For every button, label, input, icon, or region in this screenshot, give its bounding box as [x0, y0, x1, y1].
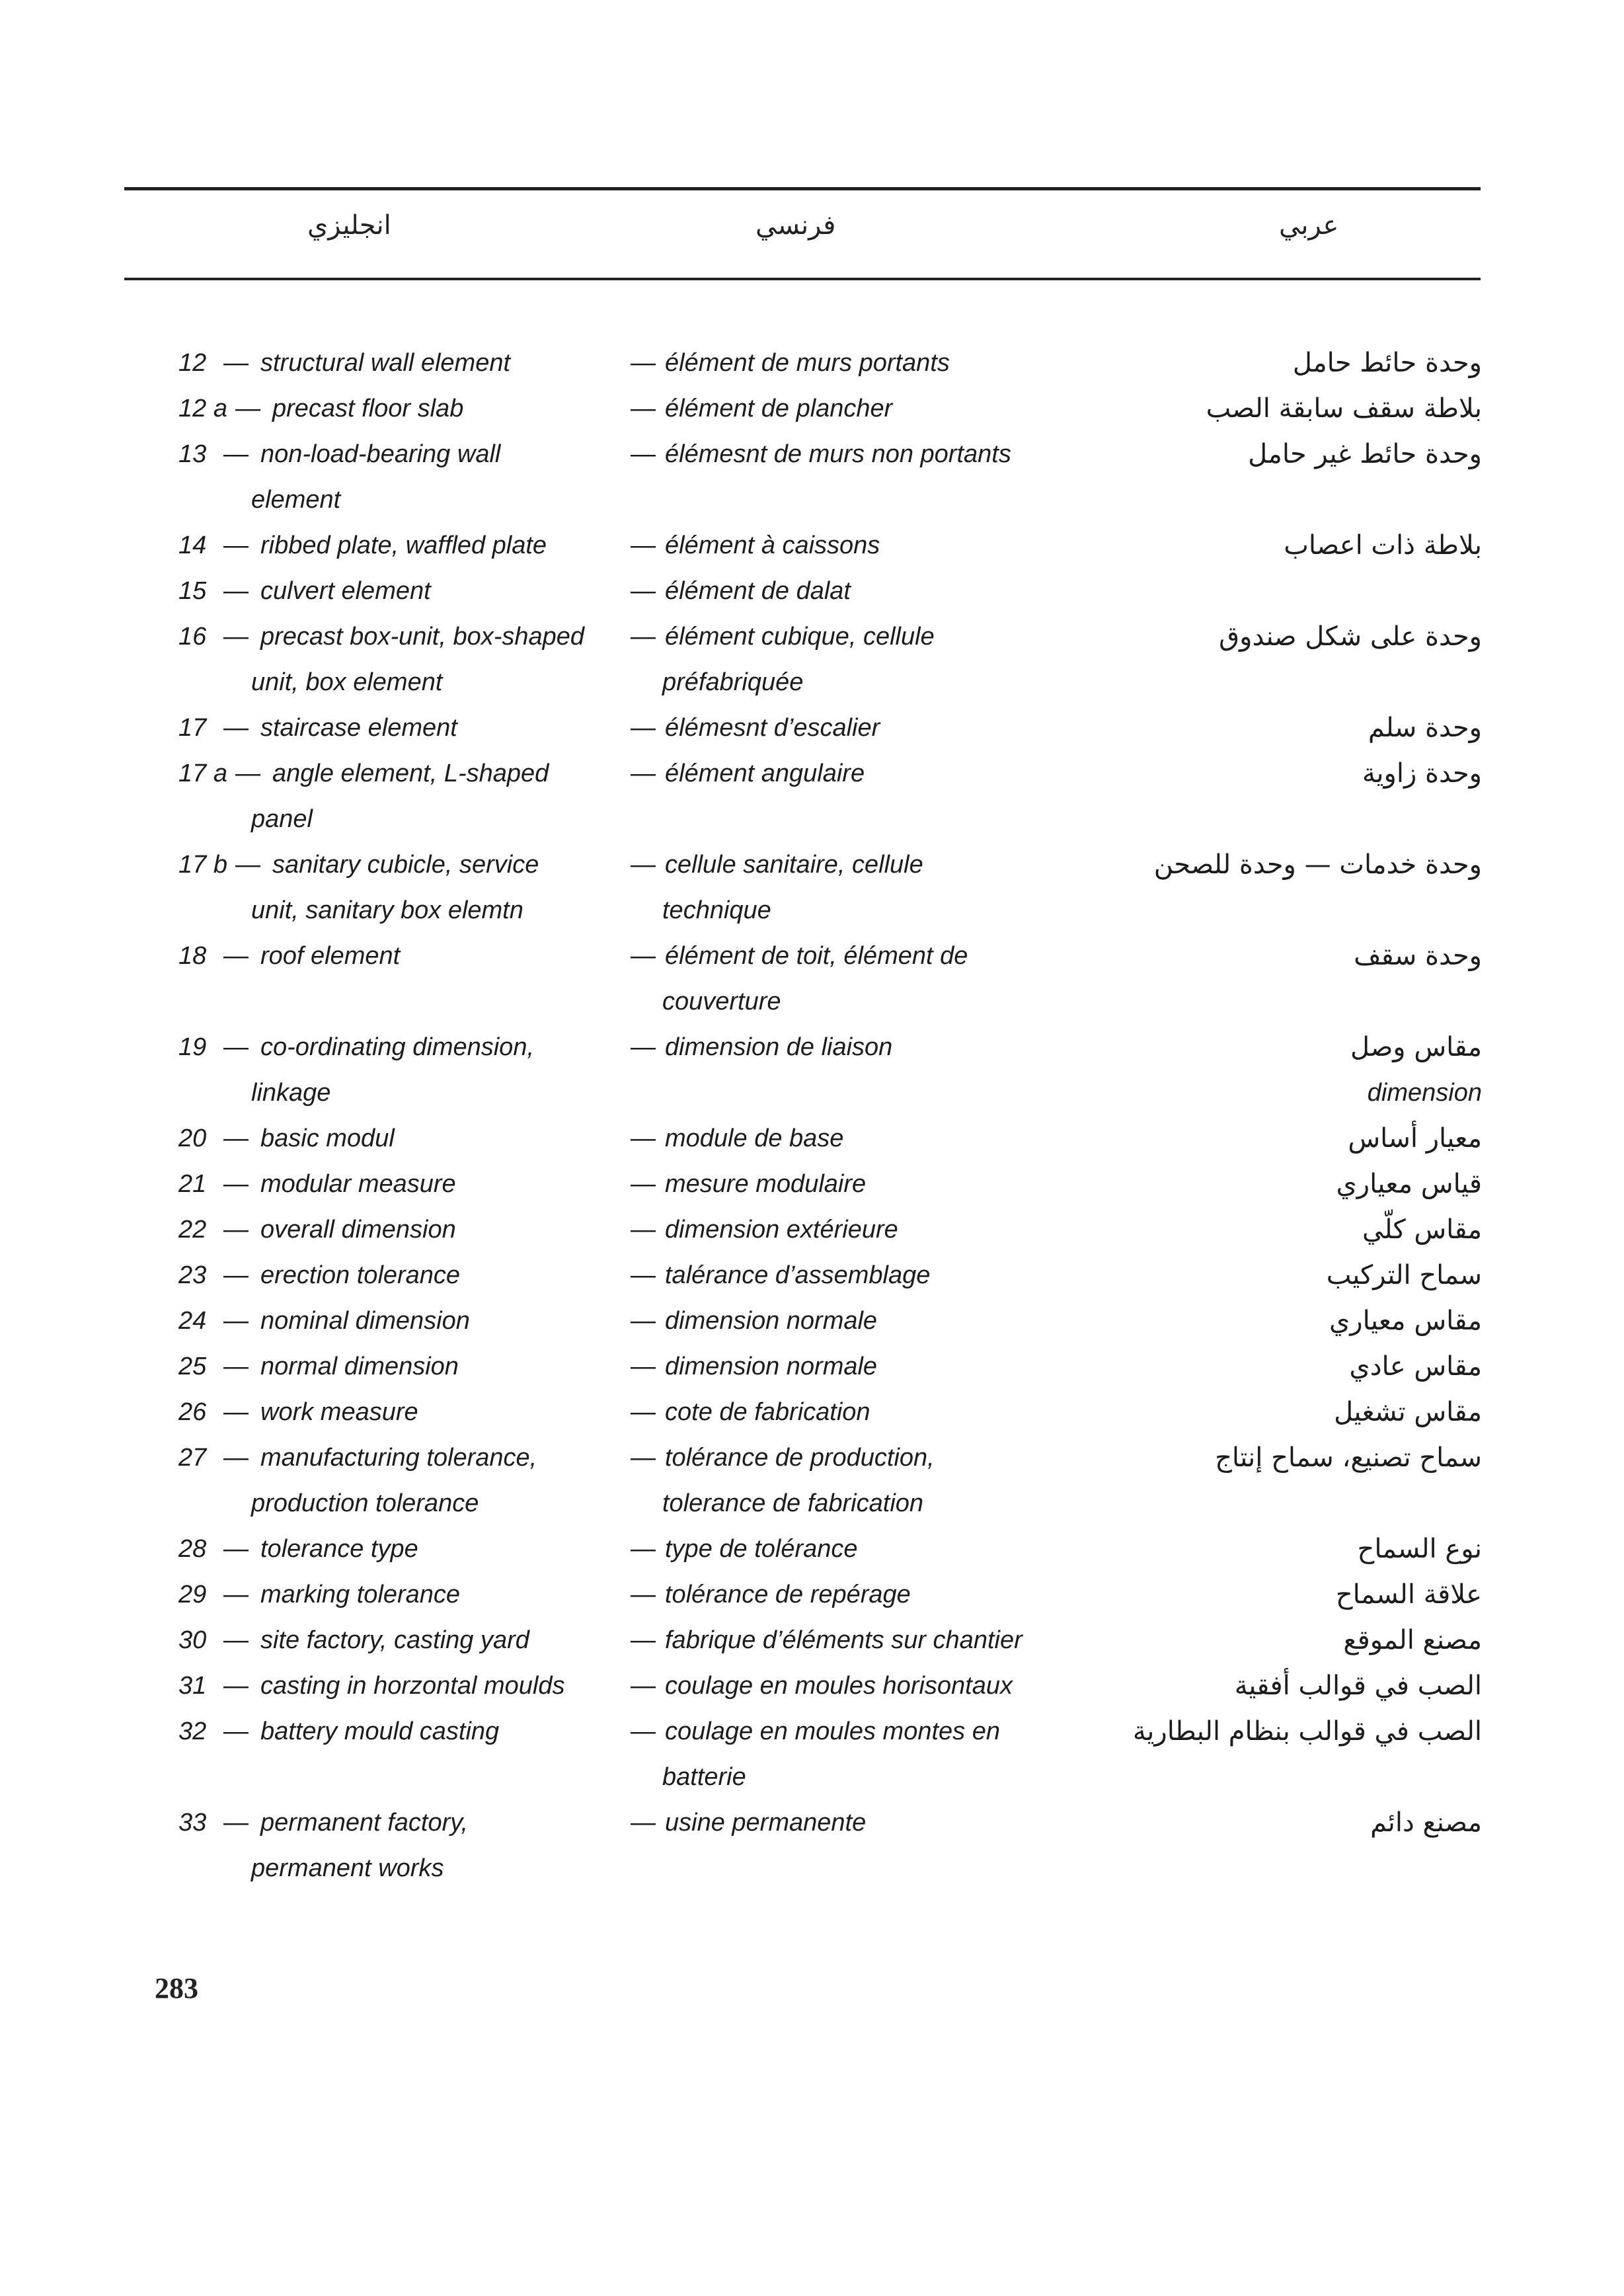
french-term-text: batterie [662, 1763, 746, 1791]
english-term-text: marking tolerance [260, 1581, 461, 1608]
french-term-text: coulage en moules montes en [665, 1718, 1000, 1745]
english-term-text: modular measure [260, 1170, 456, 1198]
arabic-term [1143, 432, 1482, 523]
english-term: 33 — permanent factory, permanent works [0, 1800, 628, 1891]
arabic-term [1132, 1709, 1482, 1800]
arabic-term-text: وحدة حائط غير حامل [1248, 439, 1482, 469]
english-term-text: sanitary cubicle, service [272, 851, 539, 879]
column-header-french: فرنسي [755, 210, 836, 241]
glossary-entry [0, 1344, 1624, 1390]
french-term: — dimension extérieure [631, 1216, 898, 1244]
english-term-text: permanent factory, [260, 1809, 469, 1837]
glossary-entry [0, 1253, 1624, 1298]
french-term-text: dimension normale [665, 1307, 878, 1335]
glossary-entry [0, 432, 1624, 523]
french-term-text: mesure modulaire [665, 1170, 867, 1198]
arabic-term-text: مصنع دائم [1370, 1807, 1482, 1838]
french-term: — élémesnt d’escalier [631, 714, 880, 742]
french-term-text: élément de plancher [665, 395, 893, 422]
english-term-continuation: unit, box element [251, 668, 443, 696]
glossary-entry [0, 1207, 1624, 1253]
header-top-rule [124, 187, 1481, 190]
french-term-text: dimension extérieure [665, 1216, 898, 1244]
arabic-term-text: مقاس وصل [1350, 1032, 1482, 1062]
arabic-term-text: وحدة حائط حامل [1292, 348, 1482, 378]
french-term-text: technique [662, 896, 771, 924]
arabic-term-text: بلاطة ذات اعصاب [1284, 530, 1482, 561]
english-term-text: precast floor slab [272, 395, 464, 422]
column-header-english: انجليزي [307, 210, 391, 241]
french-term-text: couverture [662, 988, 781, 1015]
english-term-text: basic modul [260, 1125, 395, 1152]
arabic-term-note: dimension [1367, 1079, 1482, 1107]
english-term: 22 — overall dimension [0, 1207, 628, 1253]
entry-number: 17 b [178, 851, 227, 879]
english-term-text: site factory, casting yard [260, 1626, 529, 1654]
glossary-entry [0, 751, 1624, 842]
glossary-entry [0, 1435, 1624, 1526]
english-term-text: co-ordinating dimension, [260, 1033, 535, 1061]
french-term: — dimension de liaison [631, 1033, 893, 1061]
entry-number: 16 [178, 623, 207, 651]
arabic-term-text: سماح التركيب [1326, 1260, 1482, 1290]
arabic-term-text: نوع السماح [1357, 1534, 1482, 1564]
entry-number: 25 [178, 1353, 207, 1380]
french-term-text: dimension normale [665, 1353, 878, 1380]
entry-number: 13 [178, 440, 207, 468]
column-header-arabic: عربي [1279, 210, 1339, 241]
french-term: — fabrique d’éléments sur chantier [631, 1626, 1023, 1654]
arabic-term [1143, 933, 1482, 1025]
english-term-continuation: unit, sanitary box elemtn [251, 896, 523, 924]
arabic-term [1143, 1800, 1482, 1891]
entry-number: 28 [178, 1535, 207, 1563]
glossary-entry [0, 1298, 1624, 1344]
english-term-text: battery mould casting [260, 1718, 500, 1745]
english-term: 17 b — sanitary cubicle, service unit, sanitary box elemtn [0, 842, 628, 933]
french-term-text: talérance d’assemblage [665, 1261, 931, 1289]
glossary-entry [0, 705, 1624, 751]
glossary-entry [0, 1162, 1624, 1207]
entry-number: 33 [178, 1809, 207, 1837]
glossary-entry [0, 569, 1624, 614]
glossary-entries [0, 340, 1624, 1891]
glossary-entry [0, 1663, 1624, 1709]
english-term: 23 — erection tolerance [0, 1253, 628, 1298]
french-term: — élément cubique, cellule préfabriquée [631, 623, 935, 696]
french-term: — dimension normale [631, 1307, 878, 1335]
entry-number: 26 [178, 1398, 207, 1426]
entry-number: 29 [178, 1581, 207, 1608]
english-term-continuation: linkage [251, 1079, 331, 1107]
english-term: 25 — normal dimension [0, 1344, 628, 1390]
english-term: 18 — roof element [0, 933, 628, 1025]
english-term: 26 — work measure [0, 1390, 628, 1435]
french-term-text: type de tolérance [665, 1535, 858, 1563]
arabic-term-text: وحدة سقف [1354, 941, 1482, 971]
english-term-text: work measure [260, 1398, 418, 1426]
arabic-term-text: سماح تصنيع، سماح إنتاج [1215, 1443, 1482, 1473]
header-bottom-rule [124, 278, 1481, 280]
glossary-entry [0, 1618, 1624, 1663]
glossary-entry [0, 1572, 1624, 1618]
french-term-text: élément de dalat [665, 577, 851, 605]
arabic-term-text: وحدة خدمات — وحدة للصحن [1153, 850, 1482, 880]
english-term: 24 — nominal dimension [0, 1298, 628, 1344]
arabic-term-text: وحدة على شكل صندوق [1219, 621, 1482, 652]
glossary-entry [0, 386, 1624, 432]
arabic-term [1143, 340, 1482, 386]
french-term-text: tolerance de fabrication [662, 1489, 924, 1517]
english-term: 27 — manufacturing tolerance, production tolerance [0, 1435, 628, 1526]
english-term: 17 a — angle element, L-shaped panel [0, 751, 628, 842]
french-term: — dimension normale [631, 1353, 878, 1380]
french-term: — talérance d’assemblage [631, 1261, 931, 1289]
english-term-text: casting in horzontal moulds [260, 1672, 565, 1700]
french-term: — élément angulaire [631, 760, 865, 787]
french-term: — élément de dalat [631, 577, 851, 605]
arabic-term [1143, 1162, 1482, 1207]
arabic-term-text: مصنع الموقع [1343, 1625, 1482, 1655]
english-term-text: roof element [260, 942, 401, 970]
arabic-term [1143, 1526, 1482, 1572]
arabic-term-text: قياس معياري [1336, 1169, 1482, 1199]
arabic-term-text: مقاس معياري [1329, 1306, 1482, 1336]
french-term: — élément de toit, élément de couverture [631, 942, 968, 1015]
arabic-term [1143, 1663, 1482, 1709]
arabic-term-text: مقاس عادي [1349, 1351, 1482, 1382]
english-term: 28 — tolerance type [0, 1526, 628, 1572]
english-term-text: ribbed plate, waffled plate [260, 532, 547, 559]
french-term: — coulage en moules horisontaux [631, 1672, 1013, 1700]
french-term-text: coulage en moules horisontaux [665, 1672, 1013, 1700]
entry-number: 19 [178, 1033, 207, 1061]
arabic-term-text: مقاس كلّي [1362, 1214, 1482, 1245]
arabic-term-text: بلاطة سقف سابقة الصب [1206, 393, 1482, 424]
entry-number: 17 a [178, 760, 227, 787]
entry-number: 15 [178, 577, 207, 605]
english-term: 19 — co-ordinating dimension, linkage [0, 1025, 628, 1116]
english-term: 30 — site factory, casting yard [0, 1618, 628, 1663]
arabic-term-text: معيار أساس [1348, 1123, 1482, 1154]
arabic-term [1143, 842, 1482, 933]
french-term-text: cote de fabrication [665, 1398, 870, 1426]
glossary-entry [0, 340, 1624, 386]
arabic-term [1143, 1253, 1482, 1298]
english-term-text: precast box-unit, box-shaped [260, 623, 585, 651]
french-term: — usine permanente [631, 1809, 867, 1837]
arabic-term [1143, 1116, 1482, 1162]
english-term-text: staircase element [260, 714, 457, 742]
arabic-term-text: وحدة سلم [1368, 713, 1482, 743]
french-term-text: dimension de liaison [665, 1033, 893, 1061]
french-term-text: tolérance de repérage [665, 1581, 911, 1608]
french-term: — tolérance de production, tolerance de fabrication [631, 1444, 935, 1517]
entry-number: 31 [178, 1672, 207, 1700]
arabic-term-text: مقاس تشغيل [1334, 1397, 1482, 1427]
english-term-text: tolerance type [260, 1535, 418, 1563]
entry-number: 17 [178, 714, 207, 742]
english-term: 16 — precast box-unit, box-shaped unit, box element [0, 614, 628, 705]
arabic-term [1143, 751, 1482, 842]
french-term: — cellule sanitaire, cellule technique [631, 851, 923, 924]
french-term-text: tolérance de production, [665, 1444, 935, 1472]
french-term-text: élémesnt d’escalier [665, 714, 880, 742]
english-term-text: normal dimension [260, 1353, 459, 1380]
english-term-text: overall dimension [260, 1216, 456, 1244]
english-term-continuation: panel [251, 805, 313, 833]
entry-number: 21 [178, 1170, 207, 1198]
entry-number: 20 [178, 1125, 207, 1152]
arabic-term [1143, 1572, 1482, 1618]
glossary-entry [0, 614, 1624, 705]
english-term-text: angle element, L-shaped [272, 760, 549, 787]
entry-number: 12 [178, 349, 207, 377]
english-term: 13 — non-load-bearing wall element [0, 432, 628, 523]
arabic-term [1143, 1207, 1482, 1253]
english-term: 29 — marking tolerance [0, 1572, 628, 1618]
french-term-text: fabrique d’éléments sur chantier [665, 1626, 1023, 1654]
arabic-term [1143, 1025, 1482, 1116]
english-term-text: manufacturing tolerance, [260, 1444, 537, 1472]
glossary-entry [0, 523, 1624, 569]
french-term-text: module de base [665, 1125, 844, 1152]
glossary-entry [0, 1390, 1624, 1435]
entry-number: 23 [178, 1261, 207, 1289]
french-term-text: élément de murs portants [665, 349, 950, 377]
english-term: 14 — ribbed plate, waffled plate [0, 523, 628, 569]
arabic-term-text: علاقة السماح [1335, 1579, 1482, 1610]
entry-number: 24 [178, 1307, 207, 1335]
french-term-text: usine permanente [665, 1809, 867, 1837]
french-term-text: élément cubique, cellule [665, 623, 935, 651]
entry-number: 14 [178, 532, 207, 559]
arabic-term [1143, 1298, 1482, 1344]
entry-number: 27 [178, 1444, 207, 1472]
english-term: 21 — modular measure [0, 1162, 628, 1207]
english-term: 20 — basic modul [0, 1116, 628, 1162]
arabic-term [1143, 1435, 1482, 1526]
page-number: 283 [155, 1972, 198, 2004]
english-term-continuation: permanent works [251, 1854, 444, 1882]
english-term: 31 — casting in horzontal moulds [0, 1663, 628, 1709]
entry-number: 12 a [178, 395, 227, 422]
french-term: — cote de fabrication [631, 1398, 870, 1426]
english-term: 17 — staircase element [0, 705, 628, 751]
english-term-text: structural wall element [260, 349, 511, 377]
arabic-term [1143, 614, 1482, 705]
arabic-term [1143, 705, 1482, 751]
french-term: — élémesnt de murs non portants [631, 440, 1011, 468]
arabic-term-text [1143, 569, 1482, 614]
french-term-text: élément angulaire [665, 760, 865, 787]
english-term-text: non-load-bearing wall [260, 440, 501, 468]
french-term-text: élément à caissons [665, 532, 880, 559]
glossary-entry [0, 1800, 1624, 1891]
french-term-text: élément de toit, élément de [665, 942, 968, 970]
arabic-term-text: وحدة زاوية [1362, 758, 1482, 789]
arabic-term [1143, 1618, 1482, 1663]
english-term: 15 — culvert element [0, 569, 628, 614]
english-term: 12 a — precast floor slab [0, 386, 628, 432]
english-term: 12 — structural wall element [0, 340, 628, 386]
french-term: — tolérance de repérage [631, 1581, 911, 1608]
arabic-term [1143, 386, 1482, 432]
glossary-entry [0, 1025, 1624, 1116]
arabic-term-text: الصب في قوالب بنظام البطارية [1132, 1716, 1482, 1747]
arabic-term-text: الصب في قوالب أفقية [1234, 1671, 1482, 1701]
french-term: — module de base [631, 1125, 844, 1152]
french-term: — élément de plancher [631, 395, 893, 422]
glossary-entry [0, 1526, 1624, 1572]
french-term: — élément à caissons [631, 532, 880, 559]
entry-number: 32 [178, 1718, 207, 1745]
arabic-term [1143, 523, 1482, 569]
english-term-text: nominal dimension [260, 1307, 470, 1335]
french-term-text: élémesnt de murs non portants [665, 440, 1011, 468]
english-term: 32 — battery mould casting [0, 1709, 628, 1800]
english-term-continuation: production tolerance [251, 1489, 479, 1517]
arabic-term [1143, 1344, 1482, 1390]
glossary-entry [0, 842, 1624, 933]
glossary-entry [0, 1709, 1624, 1800]
english-term-continuation: element [251, 486, 341, 514]
entry-number: 22 [178, 1216, 207, 1244]
glossary-entry [0, 933, 1624, 1025]
french-term-text: préfabriquée [662, 668, 804, 696]
arabic-term [1143, 569, 1482, 614]
english-term-text: culvert element [260, 577, 431, 605]
french-term-text: cellule sanitaire, cellule [665, 851, 923, 879]
french-term: — type de tolérance [631, 1535, 858, 1563]
entry-number: 30 [178, 1626, 207, 1654]
entry-number: 18 [178, 942, 207, 970]
french-term: — mesure modulaire [631, 1170, 867, 1198]
french-term: — élément de murs portants [631, 349, 950, 377]
arabic-term [1143, 1390, 1482, 1435]
french-term: — coulage en moules montes en batterie [631, 1718, 1000, 1791]
english-term-text: erection tolerance [260, 1261, 461, 1289]
glossary-entry [0, 1116, 1624, 1162]
